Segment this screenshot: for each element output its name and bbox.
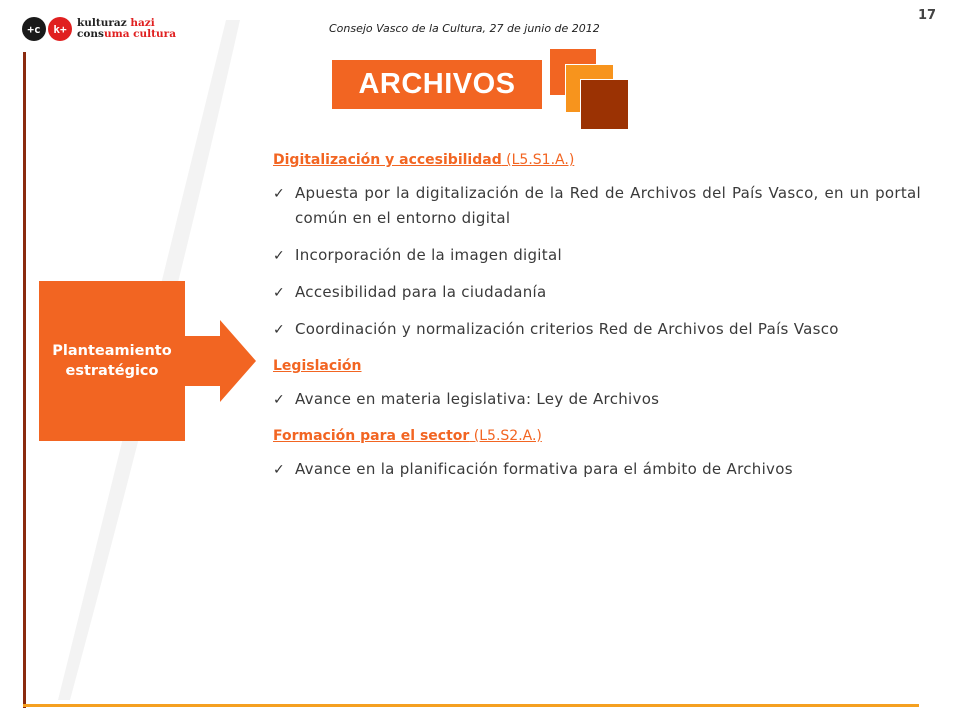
bullet-text: Avance en la planificación formativa para el ámbito de Archivos — [295, 460, 793, 478]
content-body — [273, 150, 921, 482]
check-icon: ✓ — [273, 322, 286, 338]
section-heading-legislacion — [273, 356, 921, 376]
side-label-line-1: Planteamiento — [52, 343, 172, 359]
bullet-text: Accesibilidad para la ciudadanía — [295, 283, 547, 301]
bullet-text: Coordinación y normalización criterios Red de Archivos del País Vasco — [295, 320, 839, 338]
header-caption: Consejo Vasco de la Cultura, 27 de junio de 2012 — [329, 22, 600, 35]
section-code: (L5.S2.A.) — [469, 428, 542, 444]
bullet-text: Apuesta por la digitalización de la Red de Archivos del País Vasco, en un portal común en el entorno digital — [295, 184, 921, 227]
bullet-item — [273, 387, 921, 412]
bullet-item — [273, 280, 921, 305]
decor-square-brown — [580, 79, 629, 130]
bullet-item — [273, 243, 921, 268]
logo-circle-red: k+ — [48, 17, 72, 41]
bottom-rule — [23, 704, 919, 707]
check-icon: ✓ — [273, 392, 286, 408]
logo-word-1: kulturaz — [77, 17, 127, 29]
bullet-text: Incorporación de la imagen digital — [295, 246, 562, 264]
bullet-item — [273, 317, 921, 342]
section-heading-text: Digitalización y accesibilidad — [273, 152, 502, 168]
bullet-item — [273, 457, 921, 482]
check-icon: ✓ — [273, 248, 286, 264]
side-label-box — [39, 281, 185, 441]
section-heading-text: Legislación — [273, 358, 362, 374]
arrow-right-icon — [184, 320, 256, 402]
check-icon: ✓ — [273, 186, 286, 202]
check-icon: ✓ — [273, 462, 286, 478]
bullet-item — [273, 181, 921, 231]
section-heading-text: Formación para el sector — [273, 428, 470, 444]
page-title: ARCHIVOS — [332, 60, 542, 109]
logo-word-2: hazi — [126, 17, 155, 29]
page-number: 17 — [917, 8, 937, 23]
logo-wordmark — [77, 18, 176, 40]
bullet-text: Avance en materia legislativa: Ley de Archivos — [295, 390, 660, 408]
logo-word-4: uma cultura — [103, 28, 176, 40]
side-label-line-2: estratégico — [65, 363, 159, 379]
logo-word-3: cons — [77, 28, 104, 40]
check-icon: ✓ — [273, 285, 286, 301]
section-heading-formacion — [273, 426, 921, 446]
section-code: (L5.S1.A.) — [501, 152, 575, 168]
section-heading-digitalizacion — [273, 150, 921, 170]
logo-circle-dark: +c — [22, 17, 46, 41]
brand-logo — [22, 12, 176, 46]
left-accent-bar — [23, 52, 26, 708]
